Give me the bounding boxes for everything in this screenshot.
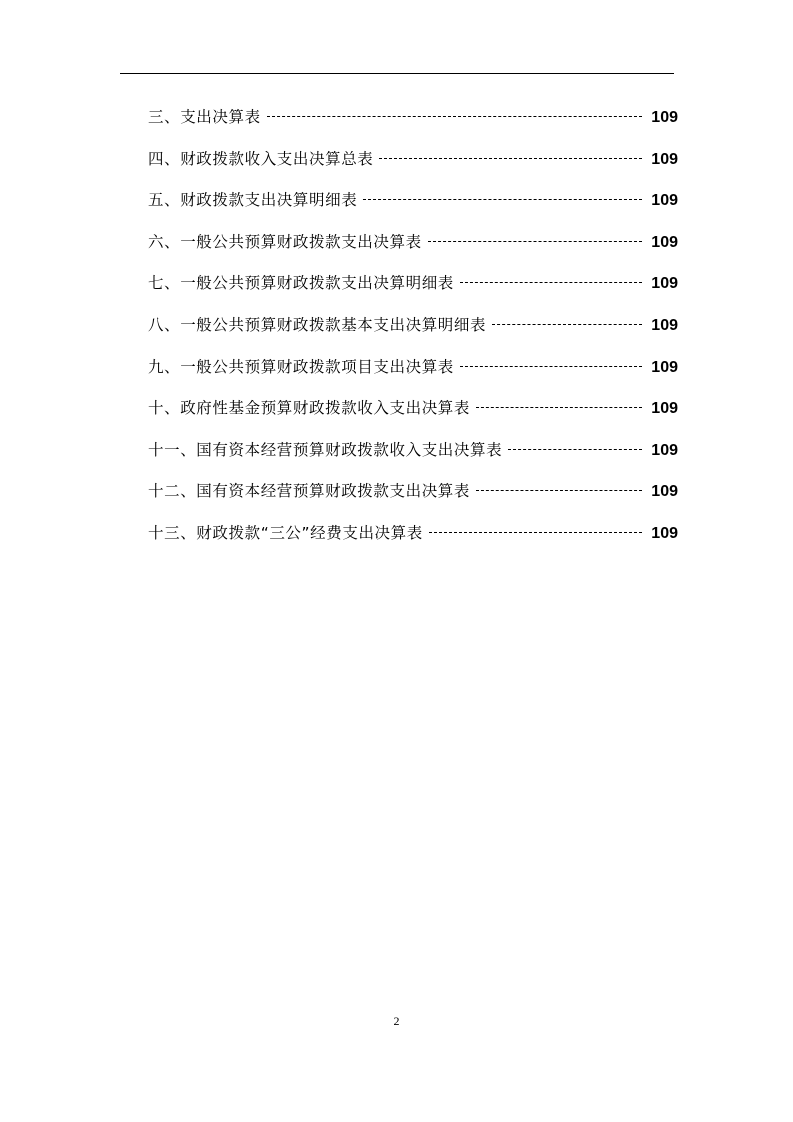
toc-entry-page: 109 (651, 192, 678, 210)
toc-entry-title: 十三、财政拨款“三公”经费支出决算表 (148, 523, 423, 542)
toc-entry-page: 109 (651, 233, 678, 251)
table-of-contents (148, 97, 678, 555)
page-number: 2 (393, 1014, 400, 1028)
toc-dot-leader (363, 199, 642, 200)
toc-entry-title: 五、财政拨款支出决算明细表 (148, 191, 358, 210)
toc-entry-title: 七、一般公共预算财政拨款支出决算明细表 (148, 274, 454, 293)
toc-dot-leader (379, 158, 642, 159)
toc-entry[interactable] (148, 263, 678, 305)
toc-entry-page: 109 (651, 358, 678, 376)
toc-dot-leader (429, 532, 642, 533)
toc-entry-page: 109 (651, 400, 678, 418)
toc-entry[interactable] (148, 430, 678, 472)
toc-dot-leader (460, 282, 642, 283)
toc-entry-page: 109 (651, 109, 678, 126)
toc-entry[interactable] (148, 305, 678, 347)
toc-entry[interactable] (148, 180, 678, 222)
toc-entry-page: 109 (651, 483, 678, 501)
toc-dot-leader (492, 324, 642, 325)
toc-dot-leader (460, 366, 642, 367)
toc-dot-leader (267, 116, 642, 117)
toc-entry-title: 八、一般公共预算财政拨款基本支出决算明细表 (148, 315, 487, 334)
toc-entry-title: 六、一般公共预算财政拨款支出决算表 (148, 232, 422, 251)
toc-entry-title: 十二、国有资本经营预算财政拨款支出决算表 (148, 482, 471, 501)
toc-dot-leader (508, 449, 642, 450)
toc-entry[interactable] (148, 388, 678, 430)
toc-entry[interactable] (148, 97, 678, 139)
toc-entry-page: 109 (651, 316, 678, 334)
toc-entry-page: 109 (651, 275, 678, 293)
toc-dot-leader (476, 407, 642, 408)
toc-entry-title: 三、支出决算表 (148, 108, 261, 126)
toc-entry-title: 四、财政拨款收入支出决算总表 (148, 149, 374, 168)
toc-dot-leader (476, 490, 642, 491)
toc-entry-title: 九、一般公共预算财政拨款项目支出决算表 (148, 357, 454, 376)
toc-entry[interactable] (148, 513, 678, 555)
toc-entry[interactable] (148, 139, 678, 181)
toc-entry-title: 十、政府性基金预算财政拨款收入支出决算表 (148, 399, 471, 418)
header-rule (120, 73, 674, 74)
toc-dot-leader (428, 241, 642, 242)
toc-entry-page: 109 (651, 150, 678, 168)
toc-entry-page: 109 (651, 524, 678, 542)
toc-entry-page: 109 (651, 441, 678, 459)
toc-entry[interactable] (148, 471, 678, 513)
toc-entry[interactable] (148, 347, 678, 389)
toc-entry-title: 十一、国有资本经营预算财政拨款收入支出决算表 (148, 440, 503, 459)
toc-entry[interactable] (148, 222, 678, 264)
